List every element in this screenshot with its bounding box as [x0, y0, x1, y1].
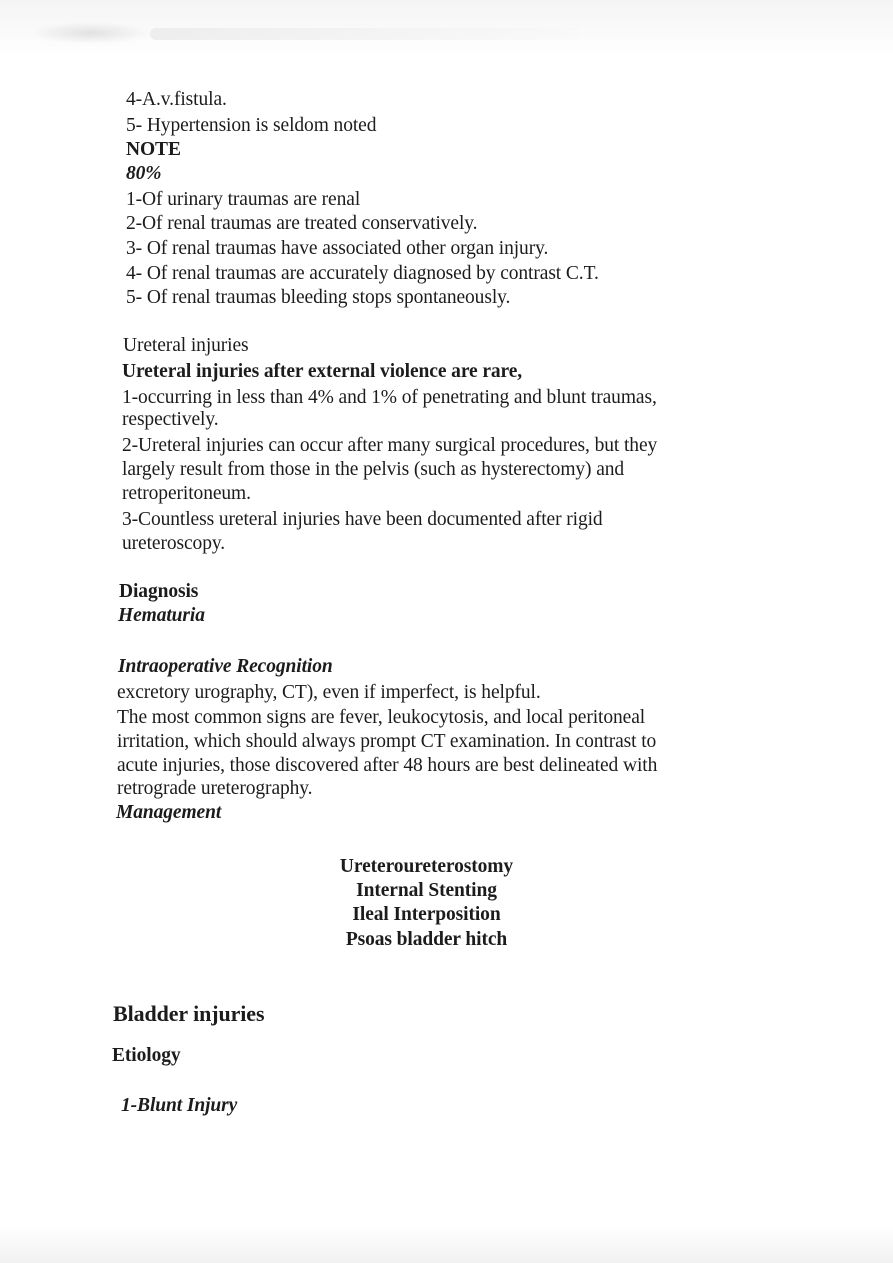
- ureteral-text-line: largely result from those in the pelvis (such as hysterectomy) and: [122, 459, 625, 480]
- complication-item: 4-A.v.fistula.: [126, 89, 227, 110]
- ureteral-lead: Ureteral injuries after external violence are rare,: [122, 361, 523, 382]
- section-title-ureteral: Ureteral injuries: [123, 335, 249, 356]
- diagnosis-heading: Diagnosis: [119, 581, 199, 602]
- management-heading: Management: [116, 802, 222, 823]
- management-option: Ileal Interposition: [352, 904, 501, 925]
- intraoperative-text-line: The most common signs are fever, leukocytosis, and local peritoneal: [117, 707, 646, 728]
- etiology-heading: Etiology: [112, 1045, 181, 1066]
- ureteral-text-line: respectively.: [122, 409, 219, 430]
- ureteral-text-line: retroperitoneum.: [122, 483, 251, 504]
- note-item: 1-Of urinary traumas are renal: [126, 189, 361, 210]
- etiology-item-blunt: 1-Blunt Injury: [121, 1095, 238, 1116]
- scan-artifact: [150, 28, 580, 40]
- management-option: Psoas bladder hitch: [345, 929, 508, 950]
- section-title-bladder: Bladder injuries: [113, 1001, 265, 1026]
- complication-item: 5- Hypertension is seldom noted: [126, 115, 377, 136]
- ureteral-text-line: ureteroscopy.: [122, 533, 226, 554]
- ureteral-text-line: 2-Ureteral injuries can occur after many surgical procedures, but they: [122, 435, 658, 456]
- ureteral-text-line: 1-occurring in less than 4% and 1% of penetrating and blunt traumas,: [122, 387, 657, 408]
- note-percent: 80%: [126, 163, 162, 184]
- note-item: 4- Of renal traumas are accurately diagnosed by contrast C.T.: [126, 263, 599, 284]
- note-item: 2-Of renal traumas are treated conservatively.: [126, 213, 478, 234]
- diagnosis-hematuria: Hematuria: [118, 605, 205, 626]
- intraoperative-heading: Intraoperative Recognition: [118, 656, 333, 677]
- scan-smudge: [30, 22, 150, 44]
- note-heading: NOTE: [126, 139, 181, 160]
- intraoperative-text-line: retrograde ureterography.: [117, 778, 313, 799]
- intraoperative-text-line: excretory urography, CT), even if imperfect, is helpful.: [117, 682, 541, 703]
- management-option: Internal Stenting: [356, 880, 497, 901]
- note-item: 5- Of renal traumas bleeding stops spontaneously.: [126, 287, 511, 308]
- note-item: 3- Of renal traumas have associated other organ injury.: [126, 238, 549, 259]
- ureteral-text-line: 3-Countless ureteral injuries have been documented after rigid: [122, 509, 603, 530]
- intraoperative-text-line: irritation, which should always prompt CT examination. In contrast to: [117, 731, 657, 752]
- intraoperative-text-line: acute injuries, those discovered after 48 hours are best delineated with: [117, 755, 658, 776]
- management-option: Ureteroureterostomy: [339, 856, 514, 877]
